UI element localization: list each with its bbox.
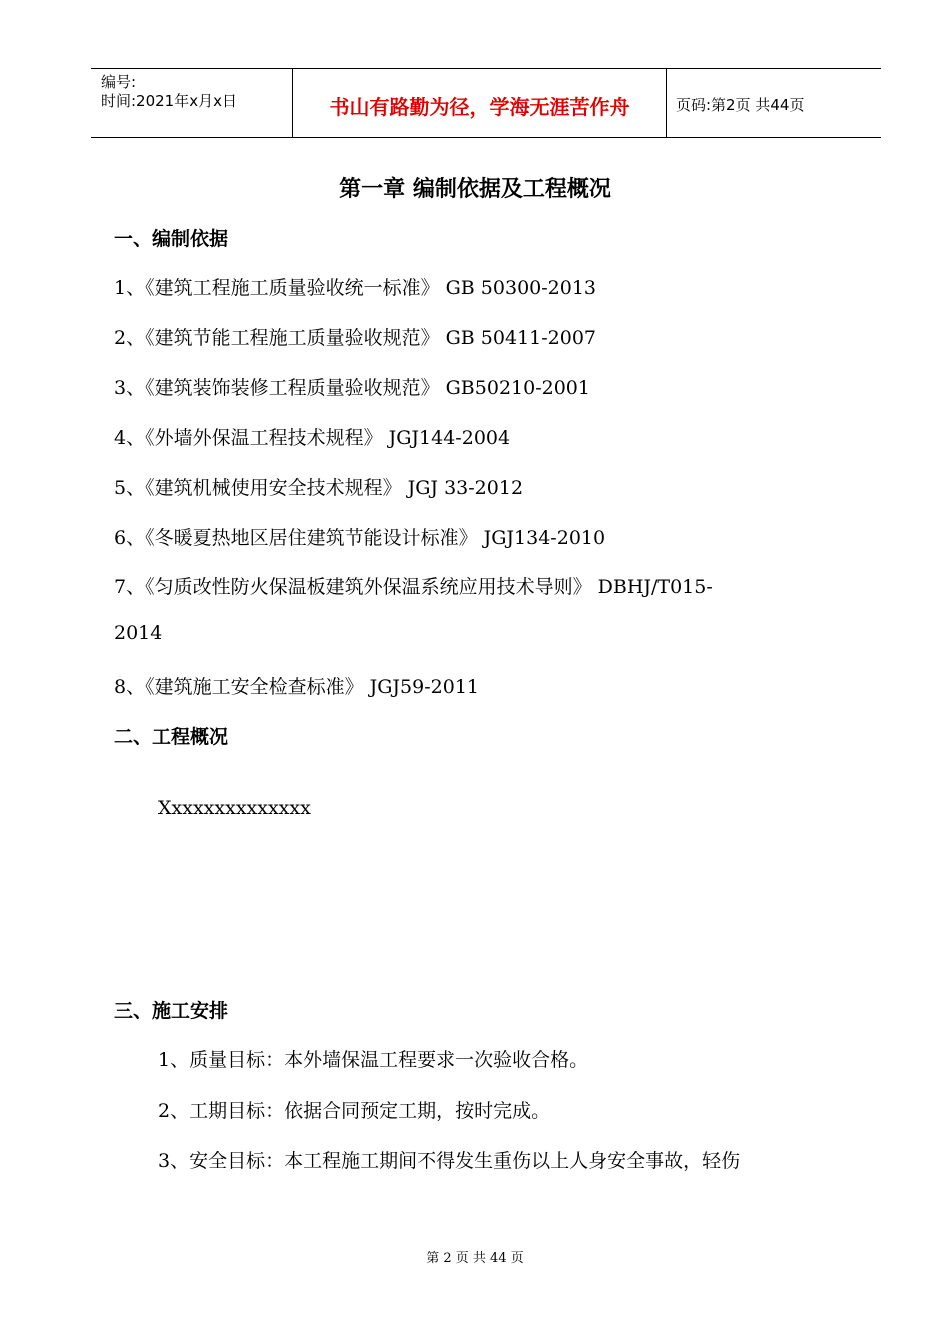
header-info-cell [91, 69, 292, 137]
basis-item: 5、《建筑机械使用安全技术规程》 JGJ 33-2012 [114, 477, 524, 499]
basis-item: 8、《建筑施工安全检查标准》 JGJ59-2011 [114, 676, 479, 698]
header-motto-cell [292, 69, 667, 137]
arrangement-item: 2、工期目标：依据合同预定工期，按时完成。 [158, 1100, 551, 1122]
basis-item: 4、《外墙外保温工程技术规程》 JGJ144-2004 [114, 427, 511, 449]
page-footer: 第 2 页 共 44 页 [426, 1251, 524, 1266]
basis-item: 3、《建筑装饰装修工程质量验收规范》 GB50210-2001 [114, 377, 590, 399]
time-label: 时间:2021年x月x日 [101, 92, 237, 110]
header-page-cell [666, 69, 881, 137]
serial-label: 编号: [101, 73, 137, 91]
basis-item: 2、《建筑节能工程施工质量验收规范》 GB 50411-2007 [114, 327, 597, 349]
basis-item: 7、《匀质改性防火保温板建筑外保温系统应用技术导则》 DBHJ/T015- [114, 576, 713, 598]
header-table [91, 68, 881, 138]
overview-text: Xxxxxxxxxxxxxx [158, 797, 311, 819]
section-heading-overview: 二、工程概况 [114, 726, 229, 748]
section-heading-basis: 一、编制依据 [114, 228, 229, 250]
basis-item: 1、《建筑工程施工质量验收统一标准》 GB 50300-2013 [114, 277, 597, 299]
section-heading-arrangement: 三、施工安排 [114, 1000, 229, 1022]
chapter-title: 第一章 编制依据及工程概况 [339, 177, 611, 202]
arrangement-item: 3、安全目标：本工程施工期间不得发生重伤以上人身安全事故，轻伤 [158, 1150, 741, 1172]
motto-text: 书山有路勤为径，学海无涯苦作舟 [329, 95, 630, 119]
basis-item-continuation: 2014 [114, 622, 163, 644]
page-info: 页码:第2页 共44页 [676, 96, 805, 114]
arrangement-item: 1、质量目标：本外墙保温工程要求一次验收合格。 [158, 1049, 589, 1071]
basis-item: 6、《冬暖夏热地区居住建筑节能设计标准》 JGJ134-2010 [114, 527, 606, 549]
